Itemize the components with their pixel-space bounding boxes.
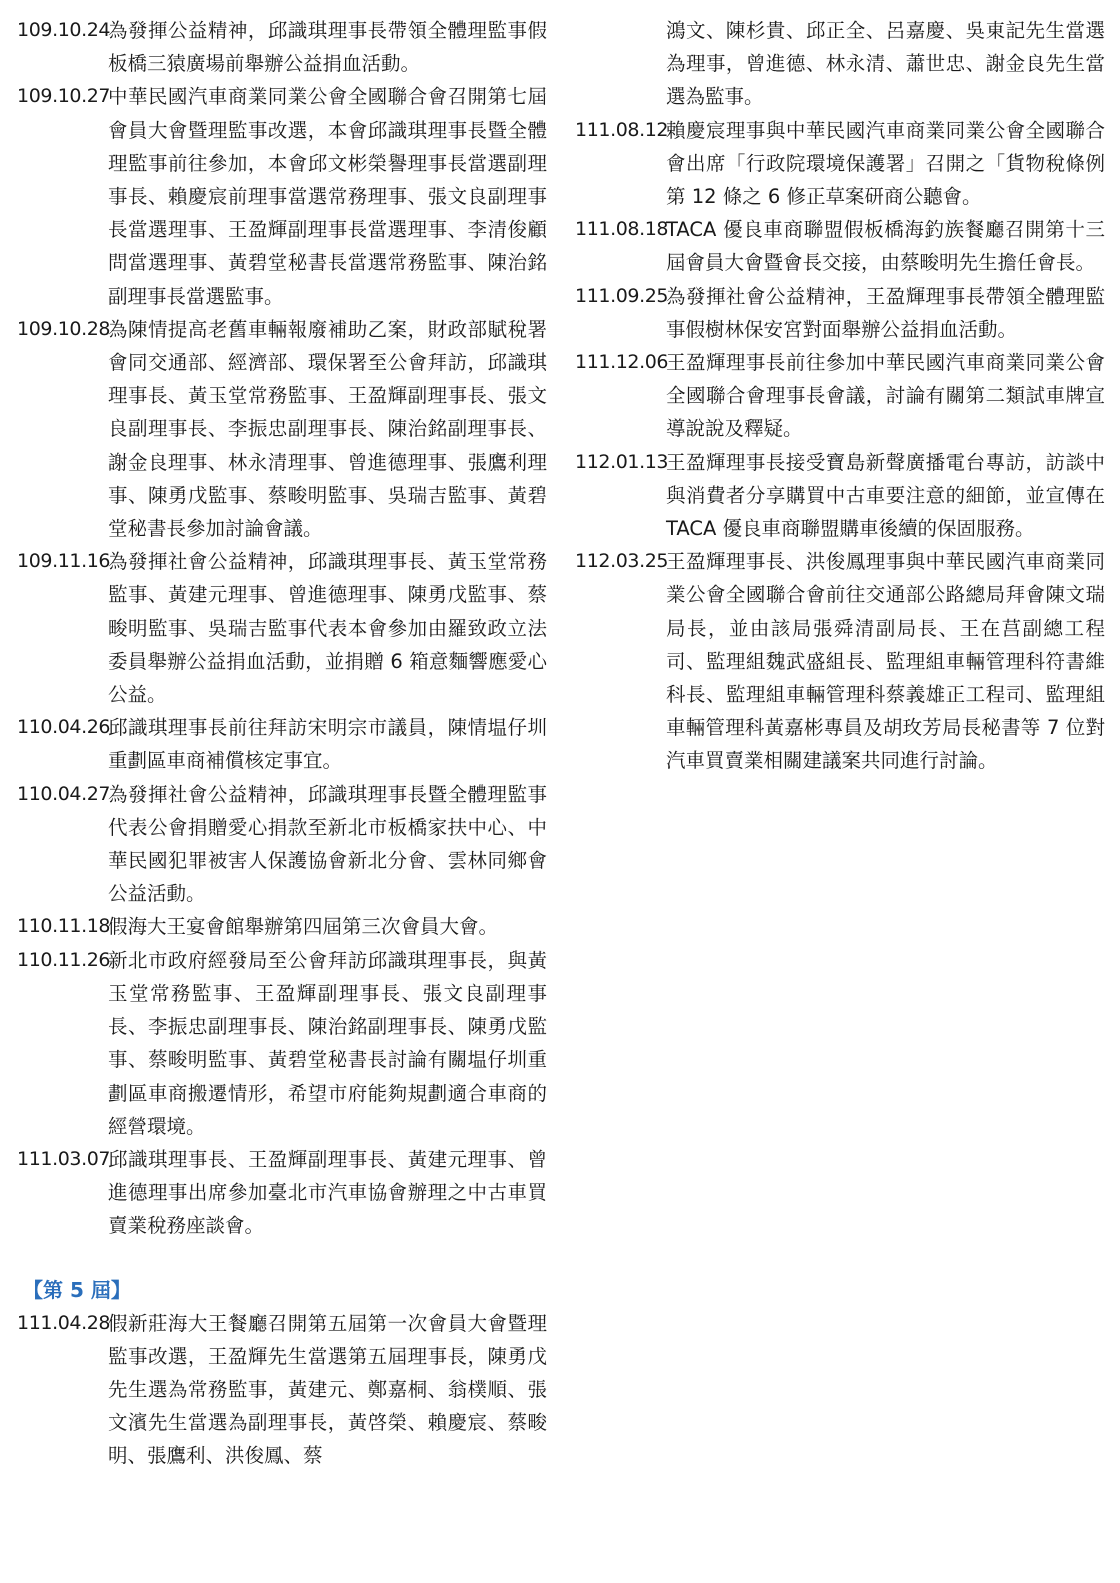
entry-date: 109.10.28 bbox=[17, 317, 111, 340]
entry-date: 111.09.25 bbox=[575, 284, 669, 307]
section-spacer bbox=[17, 1243, 547, 1273]
entry-text: 為發揮社會公益精神，邱識琪理事長暨全體理監事代表公會捐贈愛心捐款至新北市板橋家扶中心、中華民國犯罪被害人保護協會新北分會、雲林同鄉會公益活動。 bbox=[108, 782, 547, 906]
timeline-entry bbox=[17, 545, 547, 711]
timeline-entry bbox=[575, 545, 1105, 777]
timeline-entry bbox=[17, 313, 547, 545]
entry-date: 109.11.16 bbox=[17, 550, 111, 573]
entry-date: 110.04.27 bbox=[17, 782, 111, 805]
entry-text: 王盈輝理事長接受寶島新聲廣播電台專訪，訪談中與消費者分享購買中古車要注意的細節，並宣傳在 TACA 優良車商聯盟購車後續的保固服務。 bbox=[666, 450, 1105, 541]
entry-text: TACA 優良車商聯盟假板橋海釣族餐廳召開第十三屆會員大會暨會長交接，由蔡畯明先生擔任會長。 bbox=[666, 218, 1105, 275]
entry-text: 假海大王宴會館舉辦第四屆第三次會員大會。 bbox=[108, 915, 499, 939]
timeline-entry bbox=[17, 80, 547, 312]
entry-date: 110.04.26 bbox=[17, 716, 111, 739]
left-column bbox=[17, 14, 547, 1473]
timeline-entry bbox=[17, 910, 547, 943]
timeline-entry bbox=[17, 1307, 547, 1473]
timeline-entry bbox=[575, 280, 1105, 346]
entry-date: 109.10.24 bbox=[17, 19, 111, 41]
timeline-entry bbox=[575, 346, 1105, 446]
entry-date: 112.03.25 bbox=[575, 550, 669, 573]
timeline-entry bbox=[17, 711, 547, 777]
timeline-entry bbox=[575, 446, 1105, 546]
entry-text: 為陳情提高老舊車輛報廢補助乙案，財政部賦稅署會同交通部、經濟部、環保署至公會拜訪，邱識琪理事長、黃玉堂常務監事、王盈輝副理事長、張文良副理事長、李振忠副理事長、陳治銘副理事長、謝金良理事、林永清理事、曾進德理事、張鷹利理事、陳勇戊監事、蔡畯明監事、吳瑞吉監事、黃碧堂秘書長參加討論會議。 bbox=[108, 317, 547, 541]
entry-date: 109.10.27 bbox=[17, 85, 111, 108]
entry-text: 中華民國汽車商業同業公會全國聯合會召開第七屆會員大會暨理監事改選，本會邱識琪理事長暨全體理監事前往參加，本會邱文彬榮譽理事長當選副理事長、賴慶宸前理事當選常務理事、張文良副理事長當選理事、王盈輝副理事長當選理事、李清俊顧問當選理事、黃碧堂秘書長當選常務監事、陳治銘副理事長當選監事。 bbox=[108, 85, 547, 308]
entry-date: 110.11.18 bbox=[17, 915, 111, 938]
entry-text: 為發揮社會公益精神，邱識琪理事長、黃玉堂常務監事、黃建元理事、曾進德理事、陳勇戊監事、蔡畯明監事、吳瑞吉監事代表本會參加由羅致政立法委員舉辦公益捐血活動，並捐贈 6 箱意麵響應愛心公益。 bbox=[108, 550, 547, 707]
entry-date: 111.04.28 bbox=[17, 1311, 111, 1334]
entry-text: 為發揮公益精神，邱識琪理事長帶領全體理監事假板橋三猿廣場前舉辦公益捐血活動。 bbox=[108, 19, 547, 76]
entry-text: 賴慶宸理事與中華民國汽車商業同業公會全國聯合會出席「行政院環境保護署」召開之「貨物稅條例第 12 條之 6 修正草案研商公聽會。 bbox=[666, 118, 1105, 209]
entry-date: 110.11.26 bbox=[17, 948, 111, 971]
timeline-entry bbox=[575, 114, 1105, 214]
entry-date: 111.03.07 bbox=[17, 1147, 111, 1170]
entry-text: 新北市政府經發局至公會拜訪邱識琪理事長，與黃玉堂常務監事、王盈輝副理事長、張文良副理事長、李振忠副理事長、陳治銘副理事長、陳勇戊監事、蔡畯明監事、黃碧堂秘書長討論有關塭仔圳重劃區車商搬遷情形，希望市府能夠規劃適合車商的經營環境。 bbox=[108, 948, 547, 1138]
entry-text: 為發揮社會公益精神，王盈輝理事長帶領全體理監事假樹林保安宮對面舉辦公益捐血活動。 bbox=[666, 284, 1105, 341]
entry-date: 112.01.13 bbox=[575, 450, 669, 473]
right-column bbox=[575, 14, 1105, 778]
entry-date: 111.08.12 bbox=[575, 118, 669, 141]
entry-text: 王盈輝理事長、洪俊鳳理事與中華民國汽車商業同業公會全國聯合會前往交通部公路總局拜會陳文瑞局長，並由該局張舜清副局長、王在莒副總工程司、監理組魏武盛組長、監理組車輛管理科符書維科長、監理組車輛管理科蔡義雄正工程司、監理組車輛管理科黃嘉彬專員及胡玫芳局長秘書等 7 位對汽車買賣業相關建議案共同進行討論。 bbox=[666, 550, 1105, 773]
entry-date: 111.08.18 bbox=[575, 218, 669, 241]
timeline-entry bbox=[17, 944, 547, 1143]
entry-text: 王盈輝理事長前往參加中華民國汽車商業同業公會全國聯合會理事長會議，討論有關第二類試車牌宣導說說及釋疑。 bbox=[666, 351, 1105, 441]
entry-date: 111.12.06 bbox=[575, 351, 669, 374]
timeline-entry bbox=[575, 213, 1105, 279]
entry-text: 邱識琪理事長前往拜訪宋明宗市議員，陳情塭仔圳重劃區車商補償核定事宜。 bbox=[108, 716, 547, 773]
continued-entry-text: 鴻文、陳杉貴、邱正全、呂嘉慶、吳東記先生當選為理事，曾進德、林永清、蕭世忠、謝金良先生當選為監事。 bbox=[666, 19, 1105, 109]
timeline-entry bbox=[17, 1143, 547, 1243]
timeline-entry bbox=[17, 778, 547, 911]
entry-text: 邱識琪理事長、王盈輝副理事長、黃建元理事、曾進德理事出席參加臺北市汽車協會辦理之中古車買賣業稅務座談會。 bbox=[108, 1147, 547, 1238]
entry-text: 假新莊海大王餐廳召開第五屆第一次會員大會暨理監事改選，王盈輝先生當選第五屆理事長，陳勇戊先生選為常務監事，黃建元、鄭嘉桐、翁樸順、張文濱先生當選為副理事長，黃啓榮、賴慶宸、蔡畯明、張鷹利、洪俊鳳、蔡 bbox=[108, 1311, 547, 1468]
timeline-entry bbox=[17, 14, 547, 80]
section-title: 【第 5 屆】 bbox=[23, 1277, 131, 1302]
